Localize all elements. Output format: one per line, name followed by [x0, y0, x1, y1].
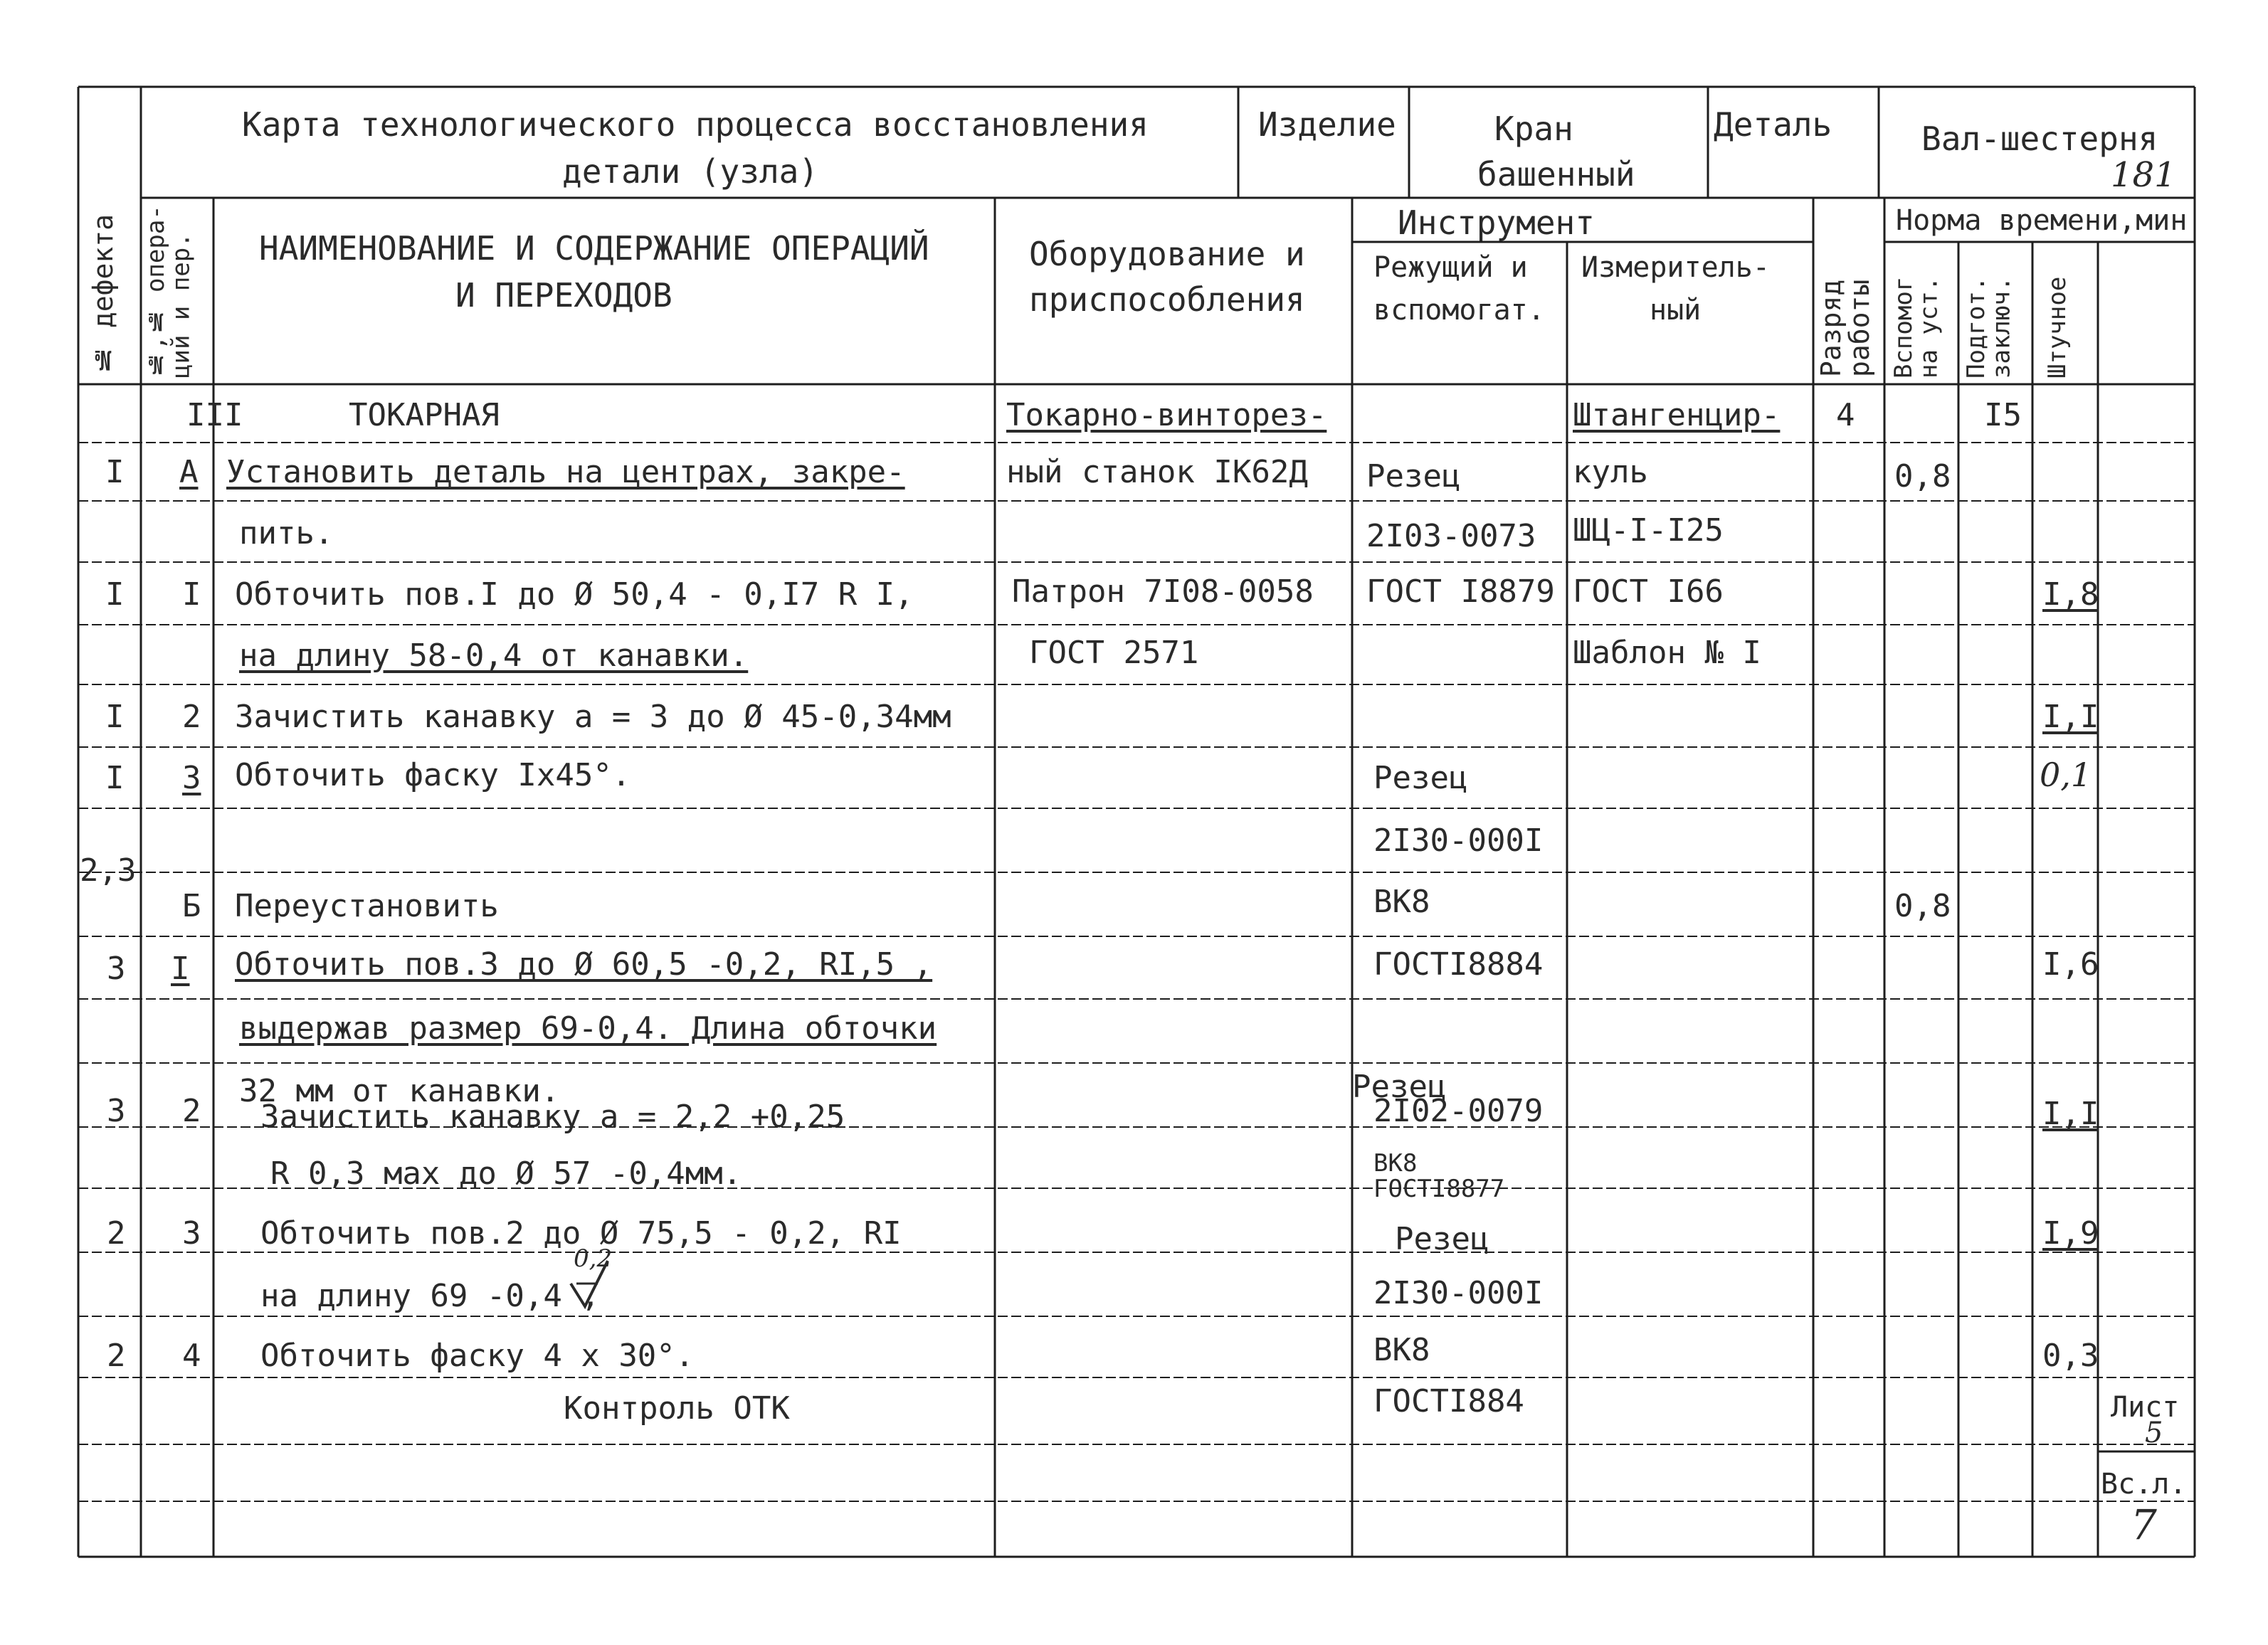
row12-piece: I,I: [2042, 1096, 2099, 1132]
roughness-value: 0,2: [574, 1244, 613, 1273]
col-tool-group: Инструмент: [1398, 203, 1595, 242]
col-tool-measuring-line2: ный: [1650, 294, 1702, 327]
row16-defect: 2: [107, 1338, 126, 1374]
row1-op: А: [179, 454, 199, 490]
total-sheets-value: 7: [2131, 1501, 2157, 1549]
row3-cut: ГОСТ I8879: [1366, 573, 1555, 610]
col-time-aux: Вспомог на уст.: [1889, 276, 1943, 379]
row5-defect: I: [105, 699, 125, 735]
row1-aux: 0,8: [1894, 458, 1951, 494]
row16-text: Обточить фаску 4 х 30°.: [260, 1338, 695, 1374]
row6-defect: I: [105, 760, 125, 796]
col-equipment: Оборудование и: [1029, 235, 1305, 273]
row16-cut: ВК8: [1373, 1332, 1430, 1368]
document-title: Карта технологического процесса восстановления: [242, 105, 1149, 144]
row5-piece: I,I: [2042, 699, 2099, 735]
row6-op: 3: [182, 760, 201, 796]
row0-prep: I5: [1984, 397, 2022, 433]
row2-meas: ШЦ-I-I25: [1573, 512, 1724, 549]
col-defect: № дефекта: [88, 213, 119, 376]
part-number: 181: [2111, 155, 2176, 195]
col-equipment-line2: приспособления: [1029, 280, 1305, 319]
row12-text: Зачистить канавку а = 2,2 +0,25: [260, 1099, 845, 1135]
row5-text: Зачистить канавку а = 3 до Ø 45-0,34мм: [235, 699, 951, 735]
col-time-piece: Штучное: [2043, 276, 2072, 379]
row13-cut: ВК8 ГОСТI8877: [1373, 1149, 1505, 1203]
row8-aux: 0,8: [1894, 888, 1951, 924]
row16-piece: 0,3: [2042, 1338, 2099, 1374]
total-sheets-label: Вс.л.: [2101, 1468, 2187, 1501]
row10-text: выдержав размер 69-0,4. Длина обточки: [239, 1010, 937, 1047]
row6-text: Обточить фаску Iх45°.: [235, 757, 631, 793]
row14-op: 3: [182, 1215, 201, 1252]
row14-piece: I,9: [2042, 1215, 2099, 1252]
col-tool-cutting-line2: вспомогат.: [1373, 294, 1545, 327]
col-time-prep: Подгот. заключ.: [1962, 276, 2016, 379]
row12-cut: 2I02-0079: [1373, 1093, 1544, 1129]
row3-meas: ГОСТ I66: [1573, 573, 1724, 610]
col-operation-line2: И ПЕРЕХОДОВ: [455, 276, 673, 314]
row2-cut: 2I03-0073: [1366, 518, 1536, 554]
row4-equip: ГОСТ 2571: [1029, 635, 1199, 671]
row9-piece: I,6: [2042, 946, 2099, 983]
part-value: Вал-шестерня: [1921, 120, 2158, 158]
product-label: Изделие: [1258, 105, 1396, 144]
col-tool-measuring: Измеритель-: [1581, 251, 1770, 284]
row12-defect: 3: [107, 1093, 126, 1129]
col-grade: Разряд работы: [1815, 279, 1875, 377]
col-time-group: Норма времени,мин: [1896, 204, 2188, 237]
row7-cut: 2I30-000I: [1373, 822, 1544, 859]
row5-op: 2: [182, 699, 201, 735]
row3-defect: I: [105, 576, 125, 613]
row0-op: III: [186, 397, 243, 433]
row8-text: Переустановить: [235, 888, 499, 924]
row1-meas: куль: [1573, 454, 1648, 490]
row3-op: I: [182, 576, 201, 613]
col-operation: НАИМЕНОВАНИЕ И СОДЕРЖАНИЕ ОПЕРАЦИЙ: [259, 229, 929, 268]
row17-cut: ГОСТI884: [1373, 1383, 1524, 1419]
col-op-number: №,№ опера- ций и пер.: [142, 205, 196, 379]
row15-cut: 2I30-000I: [1373, 1275, 1544, 1311]
row1-equip: ный станок IК62Д: [1006, 454, 1308, 490]
row11-text: 32 мм от канавки.: [239, 1073, 560, 1109]
sheet-label: Лист: [2111, 1391, 2180, 1424]
row3-text: Обточить пов.I до Ø 50,4 - 0,I7 R I,: [235, 576, 914, 613]
row14-text: Обточить пов.2 до Ø 75,5 - 0,2, RI: [260, 1215, 902, 1252]
row9-text: Обточить пов.3 до Ø 60,5 -0,2, RI,5 ,: [235, 946, 933, 983]
row14-defect: 2: [107, 1215, 126, 1252]
row8-op: Б: [182, 888, 201, 924]
part-label: Деталь: [1714, 105, 1832, 144]
row1-defect: I: [105, 454, 125, 490]
row3-equip: Патрон 7I08-0058: [1012, 573, 1314, 610]
row0-text: ТОКАРНАЯ: [349, 397, 500, 433]
row0-grade: 4: [1836, 397, 1855, 433]
row11-cut: Резец: [1352, 1069, 1447, 1105]
row6-piece: 0,1: [2040, 756, 2092, 794]
row1-cut: Резец: [1366, 458, 1461, 494]
row12-op: 2: [182, 1093, 201, 1129]
row8-cut: ВК8: [1373, 884, 1430, 920]
row8-defect: 2,3: [80, 852, 137, 889]
row9-cut: ГОСТI8884: [1373, 946, 1544, 983]
row4-meas: Шаблон № I: [1573, 635, 1761, 671]
row0-equip: Токарно-винторез-: [1006, 397, 1327, 433]
row9-op: I: [171, 951, 190, 987]
row4-text: на длину 58-0,4 от канавки.: [239, 638, 749, 674]
row1-text: Установить деталь на центрах, закре-: [226, 454, 905, 490]
col-tool-cutting: Режущий и: [1373, 251, 1528, 284]
row0-meas: Штангенцир-: [1573, 397, 1781, 433]
row17-text: Контроль ОТК: [564, 1390, 790, 1427]
row15-text: на длину 69 -0,4 ,: [260, 1278, 600, 1314]
product-value: Кран: [1494, 110, 1573, 148]
row2-text: пить.: [239, 515, 334, 551]
document-title-line2: детали (узла): [562, 152, 819, 191]
sheet-value: 5: [2145, 1417, 2163, 1449]
row3-piece: I,8: [2042, 576, 2099, 613]
row13-text: R 0,3 мах до Ø 57 -0,4мм.: [270, 1155, 742, 1192]
row9-defect: 3: [107, 951, 126, 987]
row14-cut: Резец: [1395, 1221, 1489, 1257]
row16-op: 4: [182, 1338, 201, 1374]
product-value-line2: башенный: [1477, 155, 1635, 194]
row6-cut: Резец: [1373, 760, 1468, 796]
